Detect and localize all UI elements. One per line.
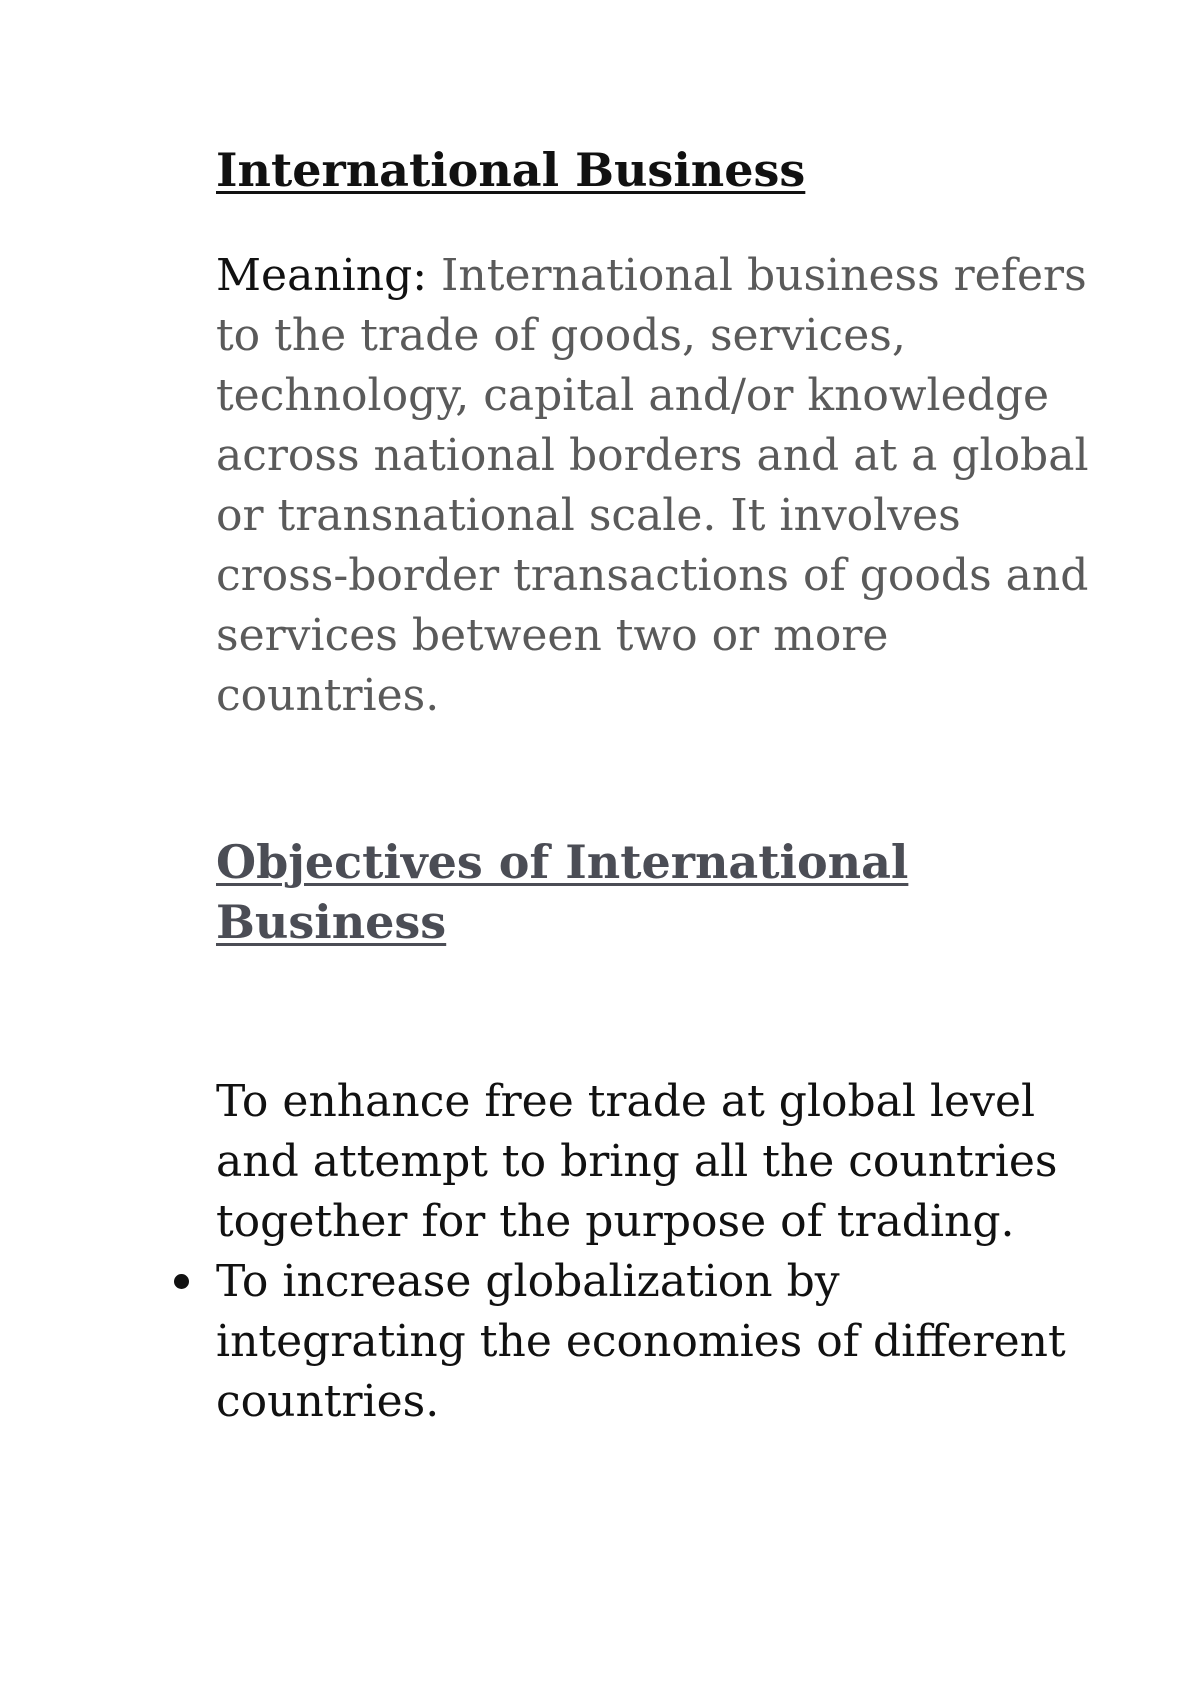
meaning-paragraph — [216, 246, 1096, 726]
meaning-text: International business refers to the trade of goods, services, technology, capital and/or knowledge across national borders and at a global or transnational scale. It involves cross-border transactions of goods and services between two or more countries. — [216, 250, 1089, 721]
objective-item: To enhance free trade at global level and attempt to bring all the countries together for the purpose of trading. — [216, 1076, 1058, 1247]
page-title: International Business — [216, 143, 806, 197]
objective-item-text: To increase globalization by integrating the economies of different countries. — [216, 1256, 1066, 1427]
bullet-icon — [174, 1274, 189, 1289]
document-content — [216, 140, 1096, 1432]
objective-list-item — [216, 1252, 1096, 1432]
objectives-heading: Objectives of International Business — [216, 835, 909, 949]
meaning-label: Meaning: — [216, 250, 428, 301]
